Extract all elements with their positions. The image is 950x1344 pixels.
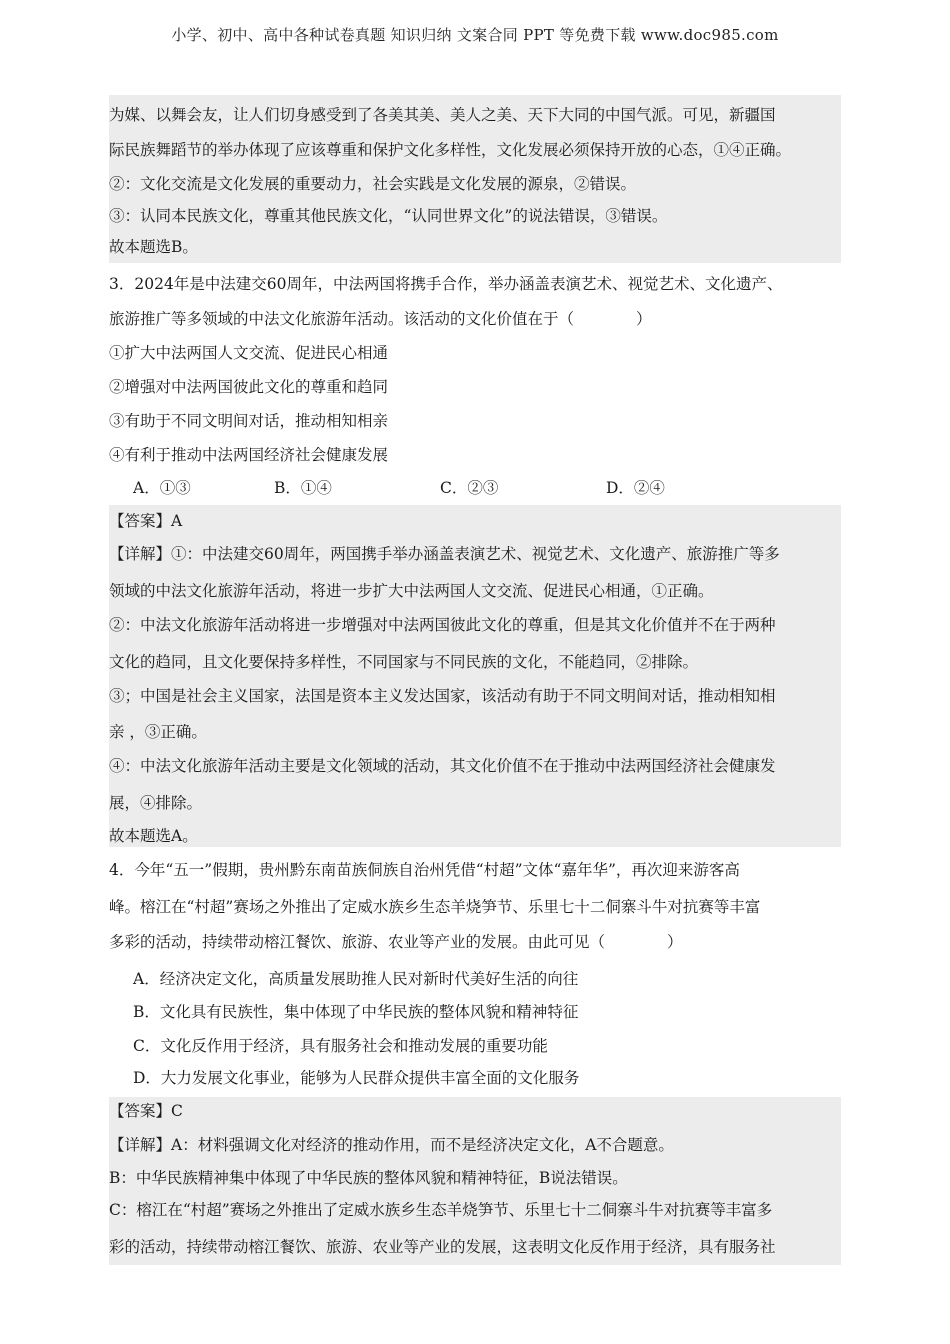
q2-text-line: 为媒、以舞会友，让人们切身感受到了各美其美、美人之美、天下大同的中国气派。可见，新疆国	[109, 106, 776, 124]
q3-detail-line: 故本题选A。	[109, 827, 198, 845]
q3-detail-line: ③；中国是社会主义国家，法国是资本主义发达国家，该活动有助于不同文明间对话，推动相知相	[109, 687, 776, 705]
q4-option-b: B．文化具有民族性，集中体现了中华民族的整体风貌和精神特征	[133, 1003, 579, 1021]
q3-detail-line: ④：中法文化旅游年活动主要是文化领域的活动，其文化价值不在于推动中法两国经济社会健康发	[109, 757, 776, 775]
q3-detail-line: 【详解】①：中法建交60周年，两国携手举办涵盖表演艺术、视觉艺术、文化遗产、旅游推广等多	[109, 545, 780, 563]
q3-option-d: D．②④	[606, 479, 665, 497]
q3-detail-line: 文化的趋同，且文化要保持多样性，不同国家与不同民族的文化，不能趋同，②排除。	[109, 653, 699, 671]
q3-detail-line: 亲 ，③正确。	[109, 723, 207, 741]
q2-text-line: 故本题选B。	[109, 238, 198, 256]
q2-text-line: ③：认同本民族文化，尊重其他民族文化，“认同世界文化”的说法错误，③错误。	[109, 207, 668, 225]
q4-stem-line: 多彩的活动，持续带动榕江餐饮、旅游、农业等产业的发展。由此可见（ ）	[109, 933, 683, 951]
q4-answer: 【答案】C	[109, 1102, 183, 1120]
q3-item-4: ④有利于推动中法两国经济社会健康发展	[109, 446, 389, 464]
q3-stem-line: 旅游推广等多领域的中法文化旅游年活动。该活动的文化价值在于（ ）	[109, 310, 652, 328]
q4-option-d: D．大力发展文化事业，能够为人民群众提供丰富全面的文化服务	[133, 1069, 580, 1087]
q4-detail-line: B：中华民族精神集中体现了中华民族的整体风貌和精神特征，B说法错误。	[109, 1169, 628, 1187]
q3-answer: 【答案】A	[109, 512, 183, 530]
q3-detail-line: 领域的中法文化旅游年活动，将进一步扩大中法两国人文交流、促进民心相通，①正确。	[109, 582, 714, 600]
q4-detail-line: 彩的活动，持续带动榕江餐饮、旅游、农业等产业的发展，这表明文化反作用于经济，具有服务社	[109, 1238, 776, 1256]
q3-item-1: ①扩大中法两国人文交流、促进民心相通	[109, 344, 389, 362]
q3-detail-line: 展，④排除。	[109, 794, 203, 812]
q4-stem-line: 4．今年“五一”假期，贵州黔东南苗族侗族自治州凭借“村超”文体“嘉年华”，再次迎来游客高	[109, 861, 740, 879]
q2-text-line: 际民族舞蹈节的举办体现了应该尊重和保护文化多样性，文化发展必须保持开放的心态，①④正确。	[109, 141, 792, 159]
q3-item-2: ②增强对中法两国彼此文化的尊重和趋同	[109, 378, 389, 396]
q3-stem-line: 3．2024年是中法建交60周年，中法两国将携手合作，举办涵盖表演艺术、视觉艺术、文化遗产、	[109, 275, 783, 293]
q4-stem-line: 峰。榕江在“村超”赛场之外推出了定威水族乡生态羊烧笋节、乐里七十二侗寨斗牛对抗赛等丰富	[109, 898, 761, 916]
q4-option-a: A．经济决定文化，高质量发展助推人民对新时代美好生活的向往	[133, 970, 579, 988]
q3-detail-line: ②：中法文化旅游年活动将进一步增强对中法两国彼此文化的尊重，但是其文化价值并不在于两种	[109, 616, 776, 634]
q3-option-c: C．②③	[440, 479, 499, 497]
q2-text-line: ②：文化交流是文化发展的重要动力，社会实践是文化发展的源泉，②错误。	[109, 175, 637, 193]
q4-option-c: C．文化反作用于经济，具有服务社会和推动发展的重要功能	[133, 1037, 548, 1055]
q4-detail-line: 【详解】A：材料强调文化对经济的推动作用，而不是经济决定文化，A不合题意。	[109, 1136, 674, 1154]
q3-item-3: ③有助于不同文明间对话，推动相知相亲	[109, 412, 389, 430]
q3-option-a: A．①③	[133, 479, 191, 497]
q4-detail-line: C：榕江在“村超”赛场之外推出了定威水族乡生态羊烧笋节、乐里七十二侗寨斗牛对抗赛等丰富多	[109, 1201, 773, 1219]
q3-option-b: B．①④	[274, 479, 332, 497]
page-header: 小学、初中、高中各种试卷真题 知识归纳 文案合同 PPT 等免费下载 www.doc985.com	[171, 26, 779, 44]
